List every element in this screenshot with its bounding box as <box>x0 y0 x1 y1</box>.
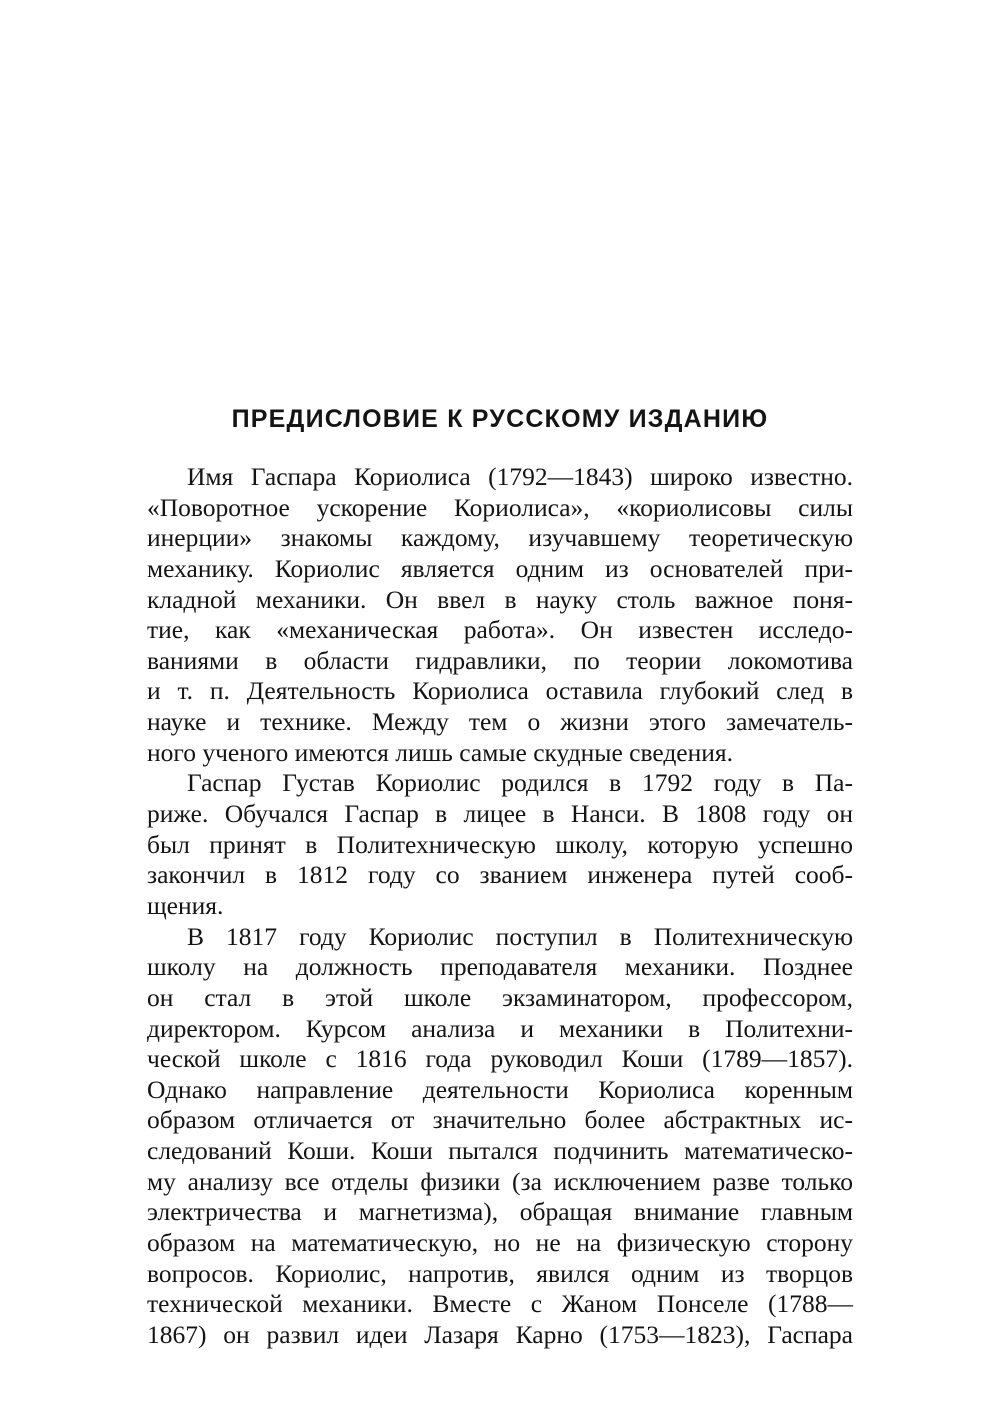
text-line: ного ученого имеются лишь самые скудные сведения. <box>147 737 734 767</box>
text-line: 1867) он развил идеи Лазаря Карно (1753—1823), Гаспара <box>147 1319 853 1349</box>
text-line: риже. Обучался Гаспар в лицее в Нанси. В 1808 году он <box>147 799 853 829</box>
text-line: он стал в этой школе экзаминатором, профессором, <box>147 982 853 1012</box>
text-line: директором. Курсом анализа и механики в Политехни- <box>147 1013 853 1043</box>
text-line: ческой школе с 1816 года руководил Коши (1789—1857). <box>147 1044 853 1074</box>
text-line: электричества и магнетизма), обращая внимание главным <box>147 1197 853 1227</box>
paragraph <box>147 768 853 921</box>
body-text <box>147 462 853 1351</box>
text-line: инерции» знакомы каждому, изучавшему теоретическую <box>147 523 853 553</box>
text-line: следований Коши. Коши пытался подчинить математическо- <box>147 1136 853 1166</box>
text-line: закончил в 1812 году со званием инженера путей сооб- <box>147 860 853 890</box>
text-line: и т. п. Деятельность Кориолиса оставила глубокий след в <box>147 676 853 706</box>
text-line: науке и технике. Между тем о жизни этого замечатель- <box>147 707 853 737</box>
text-line: технической механики. Вместе с Жаном Понселе (1788— <box>147 1289 853 1319</box>
page-heading: ПРЕДИСЛОВИЕ К РУССКОМУ ИЗДАНИЮ <box>231 405 769 433</box>
text-line: «Поворотное ускорение Кориолиса», «кориолисовы силы <box>147 492 853 522</box>
text-line: Имя Гаспара Кориолиса (1792—1843) широко известно. <box>187 462 853 491</box>
text-line: образом на математическую, но не на физическую сторону <box>147 1228 853 1258</box>
text-line: образом отличается от значительно более абстрактных ис- <box>147 1105 853 1135</box>
text-line: Однако направление деятельности Кориолиса коренным <box>147 1074 853 1104</box>
text-line: щения. <box>147 890 224 920</box>
text-line: му анализу все отделы физики (за исключением разве только <box>147 1166 853 1196</box>
text-line: Гаспар Густав Кориолис родился в 1792 году в Па- <box>187 768 853 798</box>
paragraph <box>147 462 853 768</box>
text-line: вопросов. Кориолис, напротив, явился одним из творцов <box>147 1258 853 1288</box>
text-line: школу на должность преподавателя механики. Позднее <box>147 952 853 982</box>
text-line: В 1817 году Кориолис поступил в Политехническую <box>187 921 853 951</box>
text-line: тие, как «механическая работа». Он известен исследо- <box>147 615 853 645</box>
paragraph <box>147 922 853 1351</box>
text-line: механику. Кориолис является одним из основателей при- <box>147 553 853 583</box>
text-line: был принят в Политехническую школу, которую успешно <box>147 829 853 859</box>
text-line: кладной механики. Он ввел в науку столь важное поня- <box>147 584 853 614</box>
text-line: ваниями в области гидравлики, по теории локомотива <box>147 645 853 675</box>
